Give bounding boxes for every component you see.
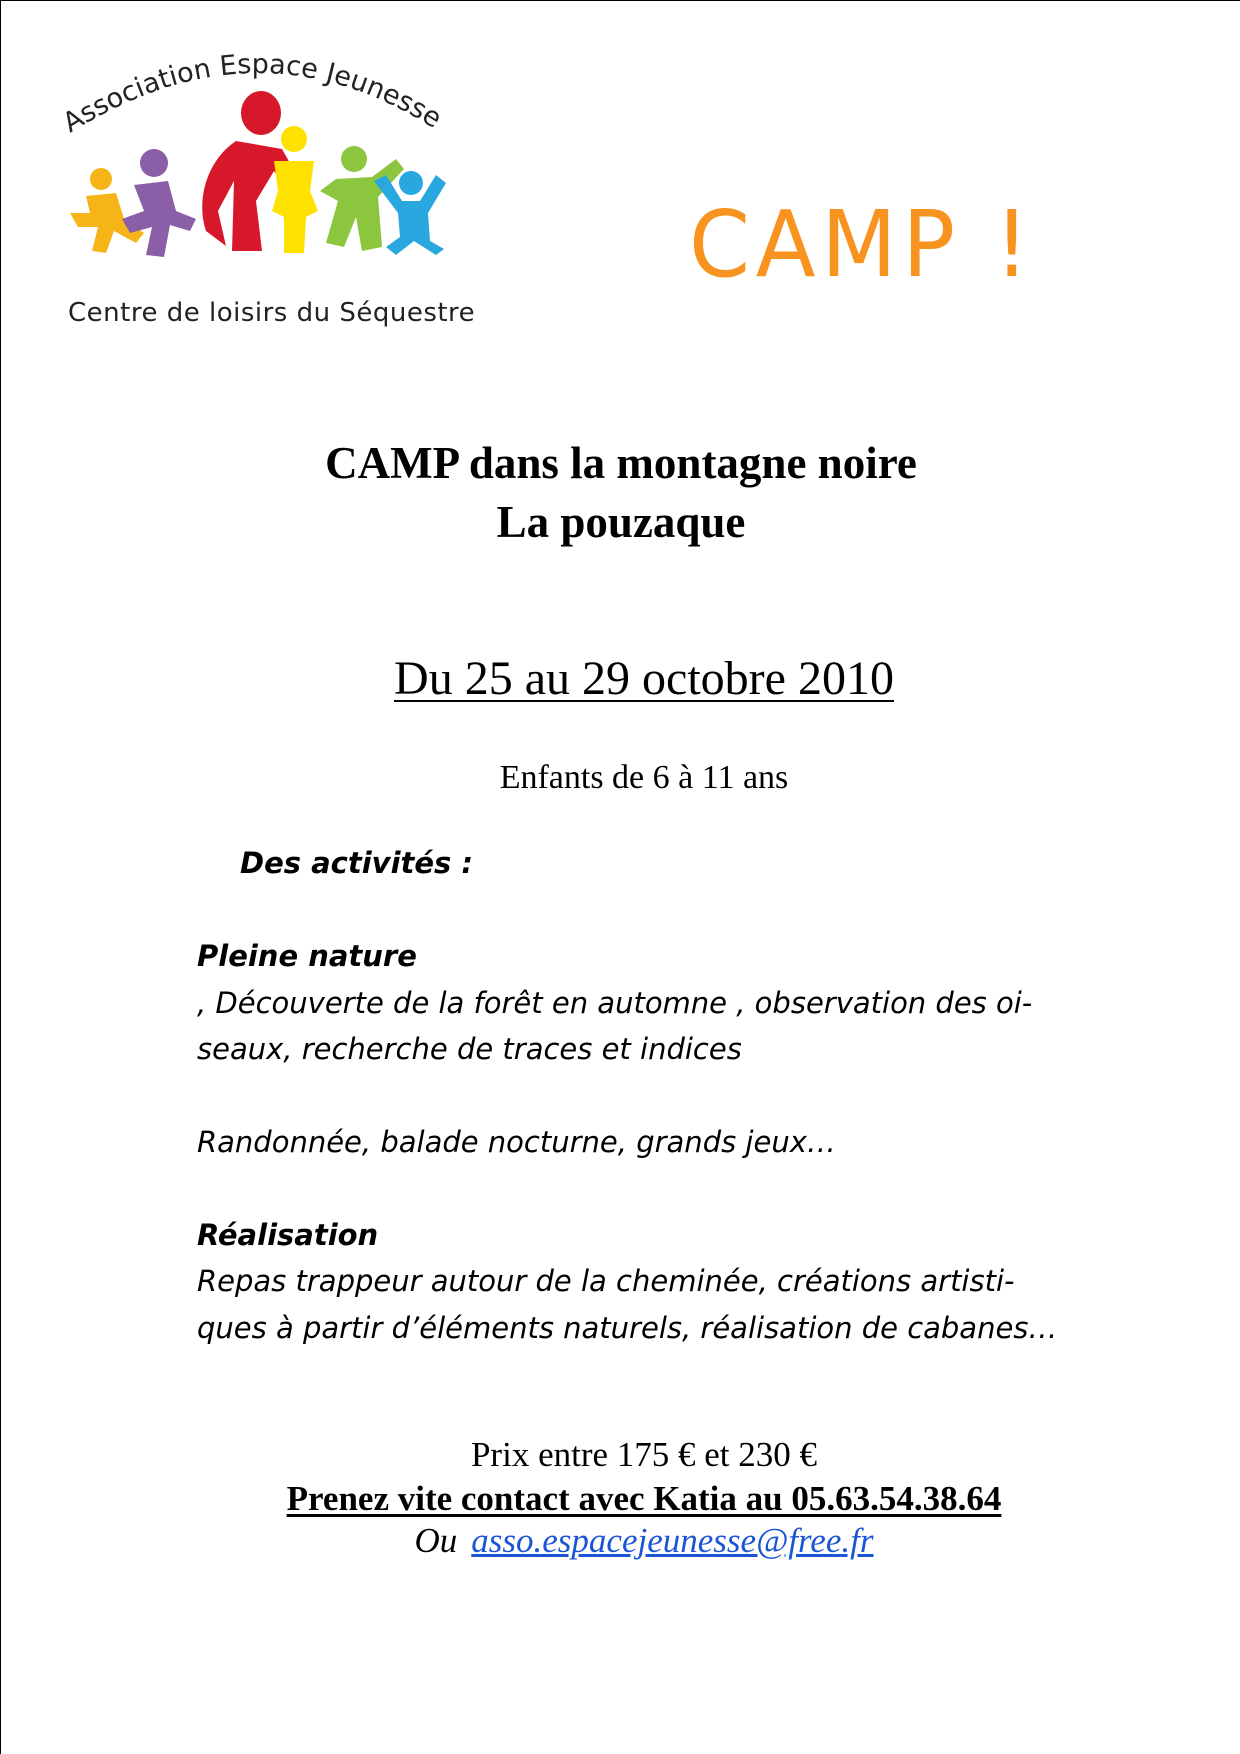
email-link[interactable]: asso.espacejeunesse@free.fr [471, 1521, 874, 1560]
email-line [1, 1521, 1240, 1561]
age-range: Enfants de 6 à 11 ans [499, 759, 789, 796]
camp-flag-heading: CAMP ! [689, 191, 1035, 298]
realisation-line-1: Repas trappeur autour de la cheminée, créations artisti- [197, 1264, 1015, 1298]
blue-child-icon [374, 171, 446, 255]
logo-arc-textpath: Association Espace Jeunesse [57, 48, 448, 139]
association-logo [56, 41, 496, 341]
price-range: Prix entre 175 € et 230 € [470, 1435, 818, 1474]
camp-dates: Du 25 au 29 octobre 2010 [394, 652, 894, 705]
title-line-2: La pouzaque [496, 497, 746, 547]
nature-title: Pleine nature [197, 939, 417, 973]
yellow-runner-icon [70, 168, 144, 253]
title-line-1: CAMP dans la montagne noire [325, 438, 917, 488]
nature-line-3: Randonnée, balade nocturne, grands jeux… [197, 1125, 836, 1159]
realisation-line-2: ques à partir d’éléments naturels, réalisation de cabanes… [197, 1311, 1058, 1345]
lemon-child-icon [272, 126, 318, 253]
nature-line-2: seaux, recherche de traces et indices [197, 1032, 742, 1066]
contact-line: Prenez vite contact avec Katia au 05.63.54.38.64 [286, 1479, 1002, 1518]
nature-line-1: , Découverte de la forêt en automne , observation des oi- [197, 986, 1033, 1020]
or-label: Ou [414, 1521, 458, 1560]
activities-heading: Des activités : [240, 846, 473, 880]
logo-figures-icon [56, 41, 496, 341]
realisation-title: Réalisation [197, 1218, 379, 1252]
logo-subtitle: Centre de loisirs du Séquestre [68, 298, 476, 328]
